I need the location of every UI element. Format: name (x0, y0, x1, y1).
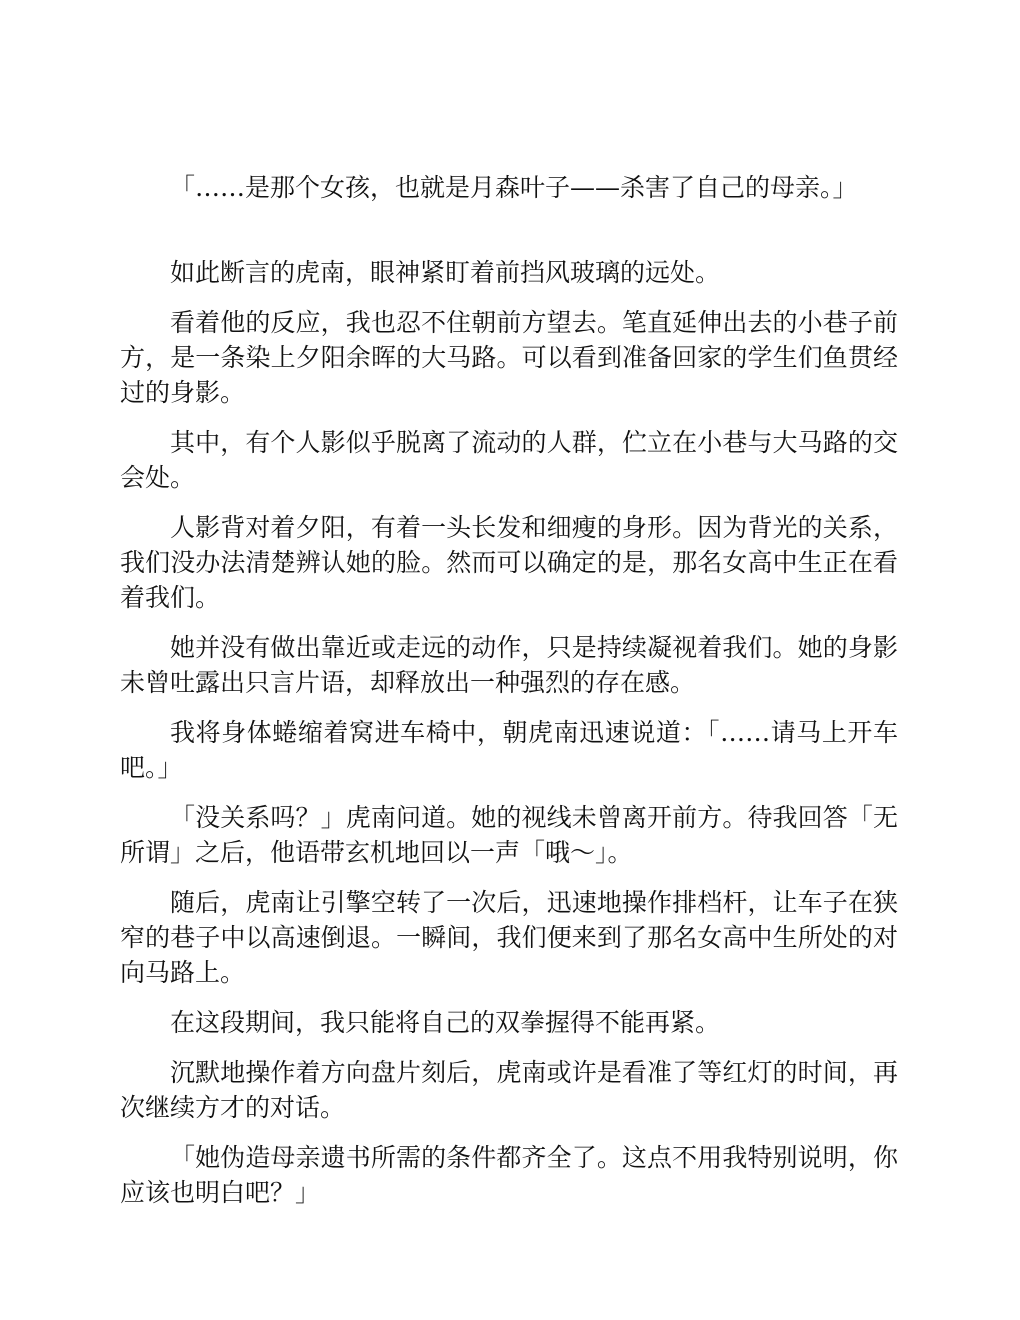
paragraph-5: 人影背对着夕阳，有着一头长发和细瘦的身形。因为背光的关系，我们没办法清楚辨认她的脸。然而可以确定的是，那名女高中生正在看着我们。 (120, 513, 898, 612)
paragraph-9: 随后，虎南让引擎空转了一次后，迅速地操作排档杆，让车子在狭窄的巷子中以高速倒退。一瞬间，我们便来到了那名女高中生所处的对向马路上。 (120, 888, 898, 987)
paragraph-10: 在这段期间，我只能将自己的双拳握得不能再紧。 (170, 1008, 721, 1037)
paragraph-11: 沉默地操作着方向盘片刻后，虎南或许是看准了等红灯的时间，再次继续方才的对话。 (120, 1058, 898, 1122)
body-text (120, 170, 898, 1225)
paragraph-4: 其中，有个人影似乎脱离了流动的人群，伫立在小巷与大马路的交会处。 (120, 428, 898, 492)
paragraph-2: 如此断言的虎南，眼神紧盯着前挡风玻璃的远处。 (170, 258, 721, 287)
paragraph-7: 我将身体蜷缩着窝进车椅中，朝虎南迅速说道：「……请马上开车吧。」 (120, 718, 898, 782)
paragraph-8: 「没关系吗？」虎南问道。她的视线未曾离开前方。待我回答「无所谓」之后，他语带玄机地回以一声「哦～」。 (120, 803, 898, 867)
paragraph-6: 她并没有做出靠近或走远的动作，只是持续凝视着我们。她的身影未曾吐露出只言片语，却释放出一种强烈的存在感。 (120, 633, 898, 697)
paragraph-3: 看着他的反应，我也忍不住朝前方望去。笔直延伸出去的小巷子前方，是一条染上夕阳余晖的大马路。可以看到准备回家的学生们鱼贯经过的身影。 (120, 308, 898, 407)
paragraph-12: 「她伪造母亲遗书所需的条件都齐全了。这点不用我特别说明，你应该也明白吧？」 (120, 1143, 898, 1207)
paragraph-1: 「……是那个女孩，也就是月森叶子——杀害了自己的母亲。」 (170, 173, 858, 202)
